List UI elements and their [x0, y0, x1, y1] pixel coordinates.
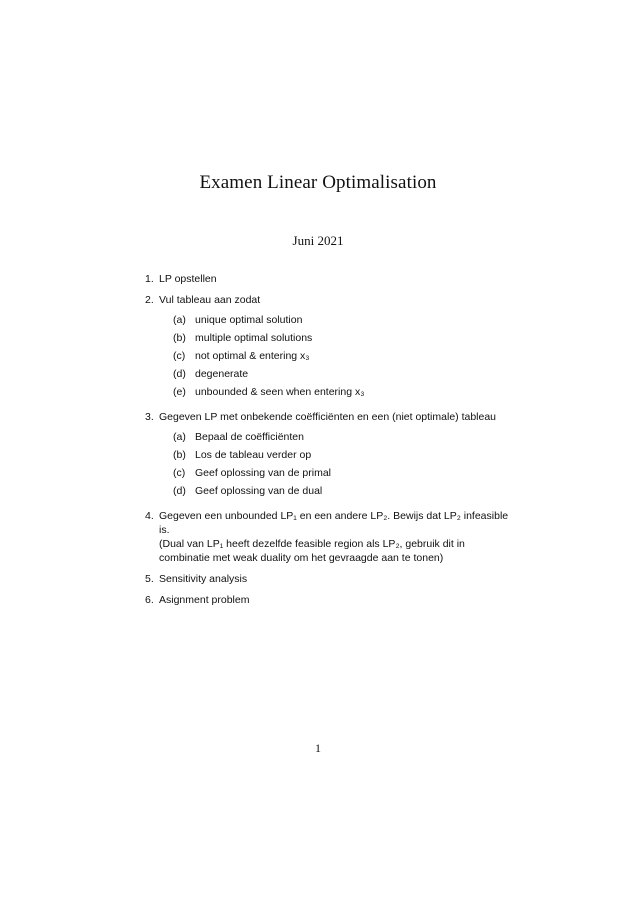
sub-question-item [173, 448, 515, 462]
question-number: 5. [145, 573, 154, 585]
question-number: 4. [145, 510, 154, 522]
question-item [145, 293, 515, 403]
question-item [145, 572, 515, 586]
sub-question-text: Los de tableau verder op [195, 449, 312, 461]
sub-question-label: (d) [173, 368, 186, 380]
question-text: LP opstellen [159, 273, 217, 285]
sub-question-text: unique optimal solution [195, 314, 303, 326]
document-title: Examen Linear Optimalisation [199, 172, 437, 193]
sub-question-label: (d) [173, 485, 186, 497]
question-number: 6. [145, 594, 154, 606]
sub-question-item [173, 466, 515, 480]
sub-question-item [173, 484, 515, 498]
question-item [145, 272, 515, 286]
sub-question-item [173, 331, 515, 345]
sub-question-item [173, 430, 515, 444]
question-item [145, 410, 515, 502]
sub-question-item [173, 349, 515, 363]
question-text: Gegeven een unbounded LP₁ en een andere LP₂. Bewijs dat LP₂ infeasible is. [159, 510, 509, 536]
sub-question-text: multiple optimal solutions [195, 332, 313, 344]
sub-question-text: Bepaal de coëfficiënten [195, 431, 304, 443]
question-text: Gegeven LP met onbekende coëfficiënten en een (niet optimale) tableau [159, 411, 497, 423]
question-number: 3. [145, 411, 154, 423]
sub-question-text: not optimal & entering x₃ [195, 350, 310, 362]
sub-question-label: (b) [173, 449, 186, 461]
sub-question-label: (c) [173, 467, 186, 479]
sub-question-list [173, 313, 515, 399]
sub-question-item [173, 313, 515, 327]
question-item [145, 509, 515, 565]
sub-question-label: (a) [173, 314, 186, 326]
sub-question-list [173, 430, 515, 498]
question-text: Vul tableau aan zodat [159, 294, 261, 306]
sub-question-label: (c) [173, 350, 186, 362]
sub-question-text: degenerate [195, 368, 249, 380]
question-number: 2. [145, 294, 154, 306]
sub-question-text: Geef oplossing van de primal [195, 467, 331, 479]
sub-question-label: (e) [173, 386, 186, 398]
sub-question-label: (b) [173, 332, 186, 344]
sub-question-item [173, 367, 515, 381]
question-item [145, 593, 515, 607]
question-number: 1. [145, 273, 154, 285]
page-number: 1 [315, 741, 321, 755]
document-date: Juni 2021 [292, 233, 344, 248]
sub-question-item [173, 385, 515, 399]
exam-question-list [145, 272, 515, 614]
sub-question-text: Geef oplossing van de dual [195, 485, 323, 497]
sub-question-text: unbounded & seen when entering x₃ [195, 386, 365, 398]
question-note: (Dual van LP₁ heeft dezelfde feasible region als LP₂, gebruik dit in combinatie met weak duality om het gevraagde aan te tonen) [159, 538, 465, 564]
question-text: Sensitivity analysis [159, 573, 248, 585]
question-text: Asignment problem [159, 594, 250, 606]
sub-question-label: (a) [173, 431, 186, 443]
